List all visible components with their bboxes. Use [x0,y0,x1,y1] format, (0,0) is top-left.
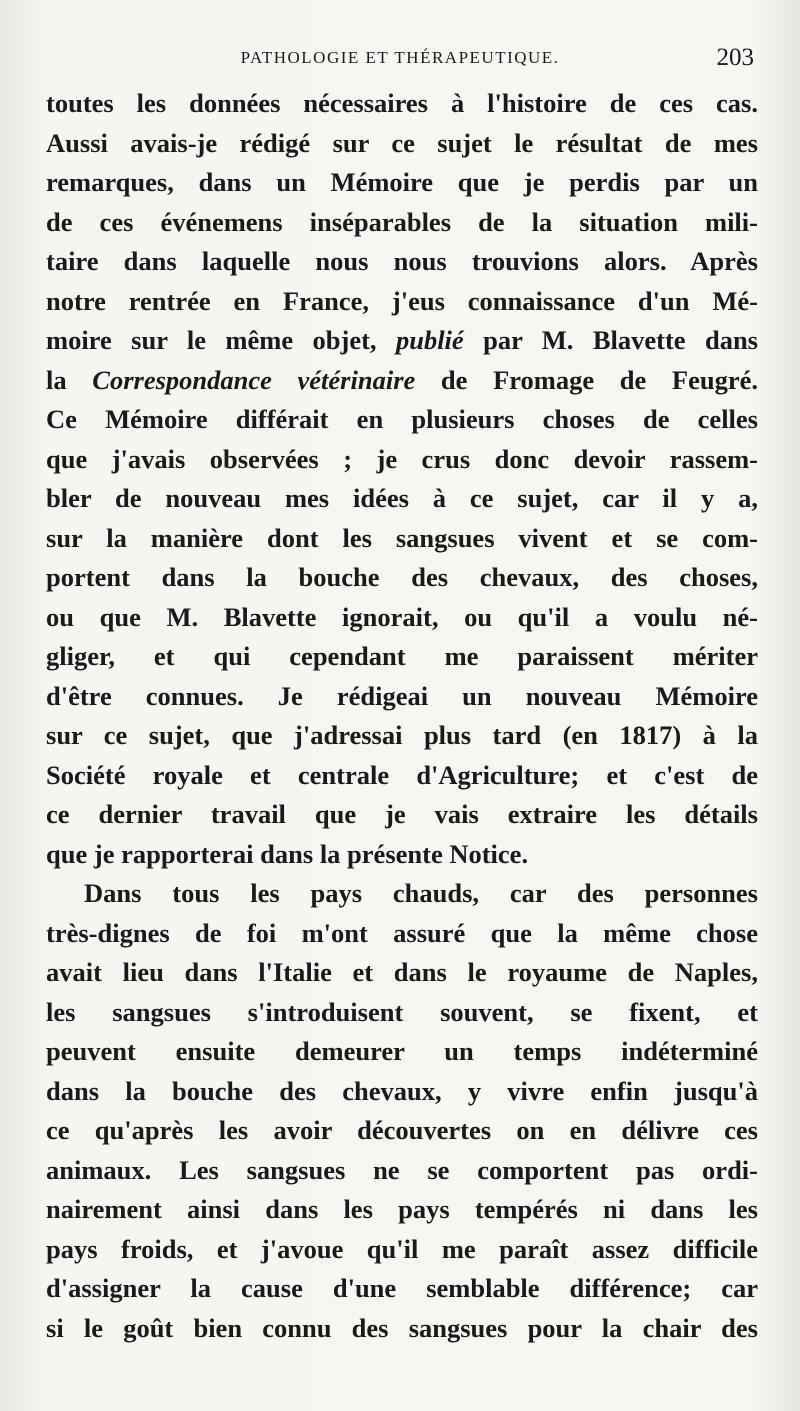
text-line [46,361,758,401]
text-line: que j'avais observées ; je crus donc devoir rassem- [46,443,758,474]
text-line: ce qu'après les avoir découvertes on en délivre ces [46,1115,758,1145]
text-line: que je rapporterai dans la présente Notice. [46,838,529,869]
text-line: bler de nouveau mes idées à ce sujet, car il y a, [46,483,758,513]
page-header [46,44,754,78]
text-line: Dans tous les pays chauds, car des personnes [84,878,758,908]
text-line: remarques, dans un Mémoire que je perdis par un [46,167,758,197]
text-line [46,321,758,361]
running-head: PATHOLOGIE ET THÉRAPEUTIQUE. [240,48,560,67]
text-line: gliger, et qui cependant me paraissent mériter [46,641,758,671]
text-line: toutes les données nécessaires à l'histoire de ces cas. [46,88,758,118]
text-line: Aussi avais-je rédigé sur ce sujet le résultat de mes [46,127,758,158]
text-line: ou que M. Blavette ignorait, ou qu'il a voulu né- [46,601,758,632]
line-text: de Fromage de Feugré. [415,364,758,395]
text-line: taire dans laquelle nous nous trouvions alors. Après [46,246,758,276]
page-body [46,84,758,1348]
text-line: d'assigner la cause d'une semblable différence; car [46,1273,758,1303]
text-line: nairement ainsi dans les pays tempérés ni dans les [46,1194,758,1224]
text-line: Société royale et centrale d'Agriculture; et c'est de [46,759,758,790]
text-line: portent dans la bouche des chevaux, des choses, [46,562,758,592]
paragraph-1 [46,84,758,874]
text-line: sur la manière dont les sangsues vivent et se com- [46,522,758,553]
text-line: avait lieu dans l'Italie et dans le royaume de Naples, [46,957,758,987]
italic-text: publié [395,325,464,355]
italic-text: Correspondance vétérinaire [92,364,416,395]
page-number: 203 [716,44,754,71]
text-line: les sangsues s'introduisent souvent, se fixent, et [46,996,758,1027]
text-line: peuvent ensuite demeurer un temps indéterminé [46,1036,758,1066]
text-line: pays froids, et j'avoue qu'il me paraît assez difficile [46,1233,758,1264]
text-line: sur ce sujet, que j'adressai plus tard (en 1817) à la [46,720,758,750]
line-text: moire sur le même objet, [46,325,396,355]
text-line: notre rentrée en France, j'eus connaissance d'un Mé- [46,285,758,316]
text-line: très-dignes de foi m'ont assuré que la même chose [46,917,758,948]
text-line: dans la bouche des chevaux, y vivre enfin jusqu'à [46,1075,758,1106]
paragraph-2 [46,874,758,1348]
text-line: Ce Mémoire différait en plusieurs choses de celles [46,404,758,434]
text-line: ce dernier travail que je vais extraire les détails [46,799,758,829]
line-text: la [46,364,93,395]
text-line: si le goût bien connu des sangsues pour la chair des [46,1312,758,1343]
line-text: par M. Blavette dans [463,325,758,355]
text-line: d'être connues. Je rédigeai un nouveau Mémoire [46,680,758,711]
text-line: de ces événemens inséparables de la situation mili- [46,206,758,237]
text-line: animaux. Les sangsues ne se comportent pas ordi- [46,1154,758,1185]
